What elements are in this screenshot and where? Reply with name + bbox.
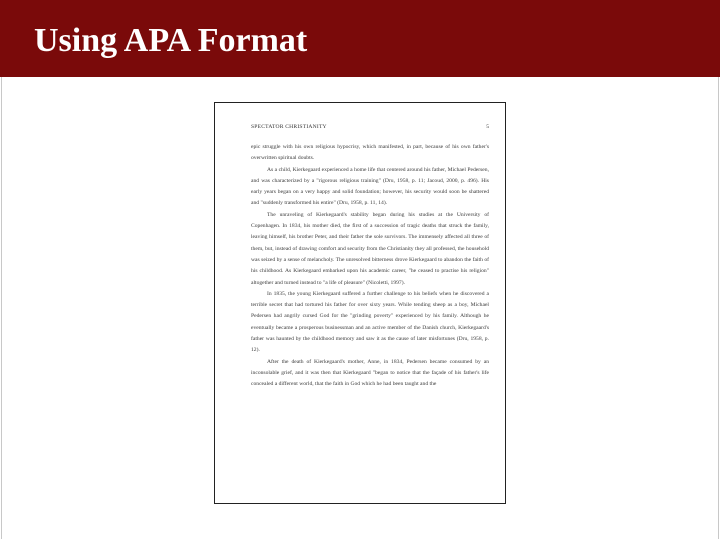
slide-title: Using APA Format <box>34 22 308 59</box>
page-number: 5 <box>486 124 489 130</box>
running-head: SPECTATOR CHRISTIANITY <box>251 124 327 130</box>
document-header <box>251 124 489 134</box>
body-paragraph: The unraveling of Kierkegaard's stability began during his studies at the University of Copenhagen. In 1834, his mother died, the first of a succession of tragic deaths that struck the family, leaving himself, his brother Peter, and their father the sole survivors. The immensely affected all three of them, but, instead of drawing comfort and security from the Christianity they all professed, the household was seized by a sense of melancholy. The unresolved bitterness drove Kierkegaard to abandon the faith of his childhood. As Kierkegaard embarked upon his academic career, "he ceased to practise his religion" altogether and turned instead to "a life of pleasure" (Nicoletti, 1997). <box>251 211 489 286</box>
body-paragraph: In 1835, the young Kierkegaard suffered a further challenge to his beliefs when he discovered a terrible secret that had tortured his father for over sixty years. While tending sheep as a boy, Michael Pedersen had angrily cursed God for the "grinding poverty" experienced by his family. Although he eventually became a prosperous businessman and an active member of the Danish church, Kierkegaard's father was haunted by the childhood memory and saw it as the cause of later misfortunes (Dru, 1958, p. 12). <box>251 290 489 354</box>
body-paragraph: After the death of Kierkegaard's mother, Anne, in 1834, Pedersen became consumed by an inconsolable grief, and it was then that Kierkegaard "began to notice that the façade of his father's life concealed a different world, that the faith in God which he had been taught and the <box>251 358 489 388</box>
slide-title-bar <box>0 0 720 77</box>
document-body <box>251 142 489 391</box>
body-paragraph: epic struggle with his own religious hypocrisy, which manifested, in part, because of his own father's overwritten spiritual doubts. <box>251 144 489 162</box>
body-paragraph: As a child, Kierkegaard experienced a home life that centered around his father, Michael Pedersen, and was characterized by a "rigorous religious training" (Dru, 1958, p. 11; Jacoud, 2000, p. 496). His early years began on a very happy and solid foundation; however, his security would soon be shattered and "suddenly transformed his entire" (Dru, 1958, p. 11, 14). <box>251 166 489 207</box>
apa-document-page <box>214 102 506 504</box>
